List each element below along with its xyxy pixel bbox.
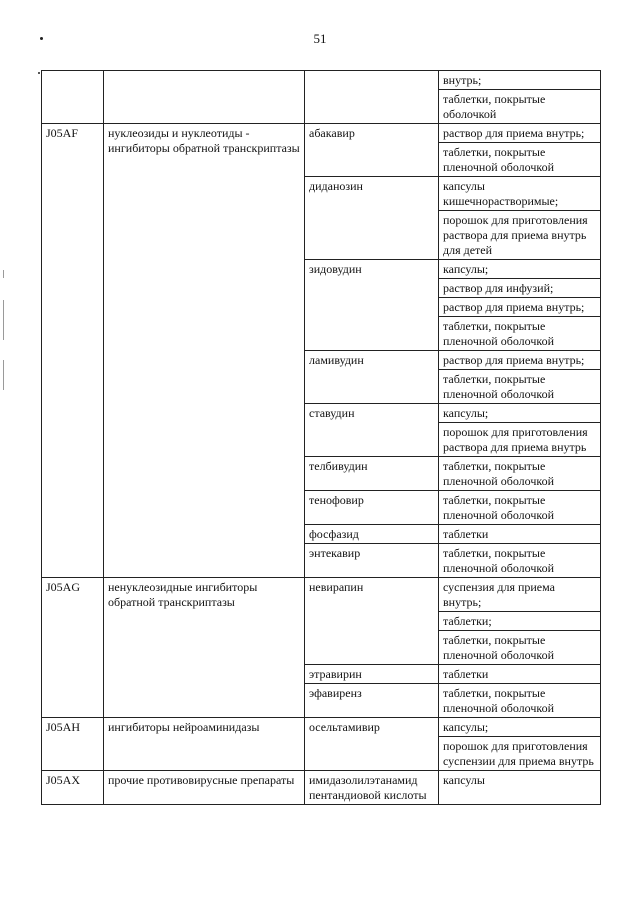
drug-group-cell <box>104 71 305 124</box>
drug-name-cell: абакавир <box>305 124 439 177</box>
dosage-form-cell: капсулы кишечнорастворимые; <box>439 177 601 211</box>
dosage-form-cell: порошок для приготовления суспензии для приема внутрь <box>439 737 601 771</box>
dosage-form-cell: суспензия для приема внутрь; <box>439 578 601 612</box>
dosage-form-cell: раствор для приема внутрь; <box>439 298 601 317</box>
drug-name-cell: невирапин <box>305 578 439 665</box>
atc-code-cell: J05AF <box>42 124 104 578</box>
drug-name-cell: телбивудин <box>305 457 439 491</box>
drug-name-cell: осельтамивир <box>305 718 439 771</box>
table-body <box>42 71 601 805</box>
scan-edge-mark <box>3 360 4 390</box>
dosage-form-cell: таблетки, покрытые пленочной оболочкой <box>439 143 601 177</box>
drug-name-cell: имидазолилэтанамид пентандиовой кислоты <box>305 771 439 805</box>
drug-group-cell: ингибиторы нейроаминидазы <box>104 718 305 771</box>
drug-name-cell <box>305 71 439 124</box>
dosage-form-cell: таблетки, покрытые пленочной оболочкой <box>439 317 601 351</box>
drug-name-cell: диданозин <box>305 177 439 260</box>
atc-code-cell <box>42 71 104 124</box>
atc-code-cell: J05AH <box>42 718 104 771</box>
dosage-form-cell: таблетки, покрытые пленочной оболочкой <box>439 631 601 665</box>
dosage-form-cell: капсулы; <box>439 404 601 423</box>
dosage-form-cell: таблетки, покрытые пленочной оболочкой <box>439 457 601 491</box>
table-row <box>42 771 601 805</box>
dosage-form-cell: таблетки, покрытые пленочной оболочкой <box>439 370 601 404</box>
dosage-form-cell: порошок для приготовления раствора для приема внутрь для детей <box>439 211 601 260</box>
drug-name-cell: тенофовир <box>305 491 439 525</box>
table-row <box>42 718 601 737</box>
atc-code-cell: J05AG <box>42 578 104 718</box>
drug-name-cell: ставудин <box>305 404 439 457</box>
dosage-form-cell: таблетки, покрытые оболочкой <box>439 90 601 124</box>
dosage-form-cell: таблетки, покрытые пленочной оболочкой <box>439 684 601 718</box>
dosage-form-cell: таблетки <box>439 525 601 544</box>
scan-edge-mark <box>3 300 4 340</box>
drug-group-cell: нуклеозиды и нуклеотиды - ингибиторы обратной транскриптазы <box>104 124 305 578</box>
margin-dot-mark <box>38 72 40 74</box>
dosage-form-cell: капсулы; <box>439 718 601 737</box>
drug-name-cell: зидовудин <box>305 260 439 351</box>
dosage-form-cell: капсулы; <box>439 260 601 279</box>
dosage-form-cell: раствор для приема внутрь; <box>439 124 601 143</box>
drug-name-cell: ламивудин <box>305 351 439 404</box>
drug-name-cell: энтекавир <box>305 544 439 578</box>
scan-edge-mark <box>3 270 4 278</box>
drug-name-cell: фосфазид <box>305 525 439 544</box>
dosage-form-cell: раствор для приема внутрь; <box>439 351 601 370</box>
dosage-form-cell: таблетки, покрытые пленочной оболочкой <box>439 544 601 578</box>
dosage-form-cell: капсулы <box>439 771 601 805</box>
page-number: 51 <box>313 31 327 46</box>
drug-name-cell: этравирин <box>305 665 439 684</box>
table-row <box>42 124 601 143</box>
dosage-form-cell: таблетки; <box>439 612 601 631</box>
dosage-form-cell: таблетки <box>439 665 601 684</box>
dosage-form-cell: раствор для инфузий; <box>439 279 601 298</box>
drug-group-cell: ненуклеозидные ингибиторы обратной транскриптазы <box>104 578 305 718</box>
drug-name-cell: эфавиренз <box>305 684 439 718</box>
atc-code-cell: J05AX <box>42 771 104 805</box>
margin-dot-mark <box>40 37 43 40</box>
table-row <box>42 71 601 90</box>
drug-table <box>41 70 601 805</box>
dosage-form-cell: таблетки, покрытые пленочной оболочкой <box>439 491 601 525</box>
drug-group-cell: прочие противовирусные препараты <box>104 771 305 805</box>
dosage-form-cell: порошок для приготовления раствора для приема внутрь <box>439 423 601 457</box>
dosage-form-cell: внутрь; <box>439 71 601 90</box>
table-row <box>42 578 601 612</box>
